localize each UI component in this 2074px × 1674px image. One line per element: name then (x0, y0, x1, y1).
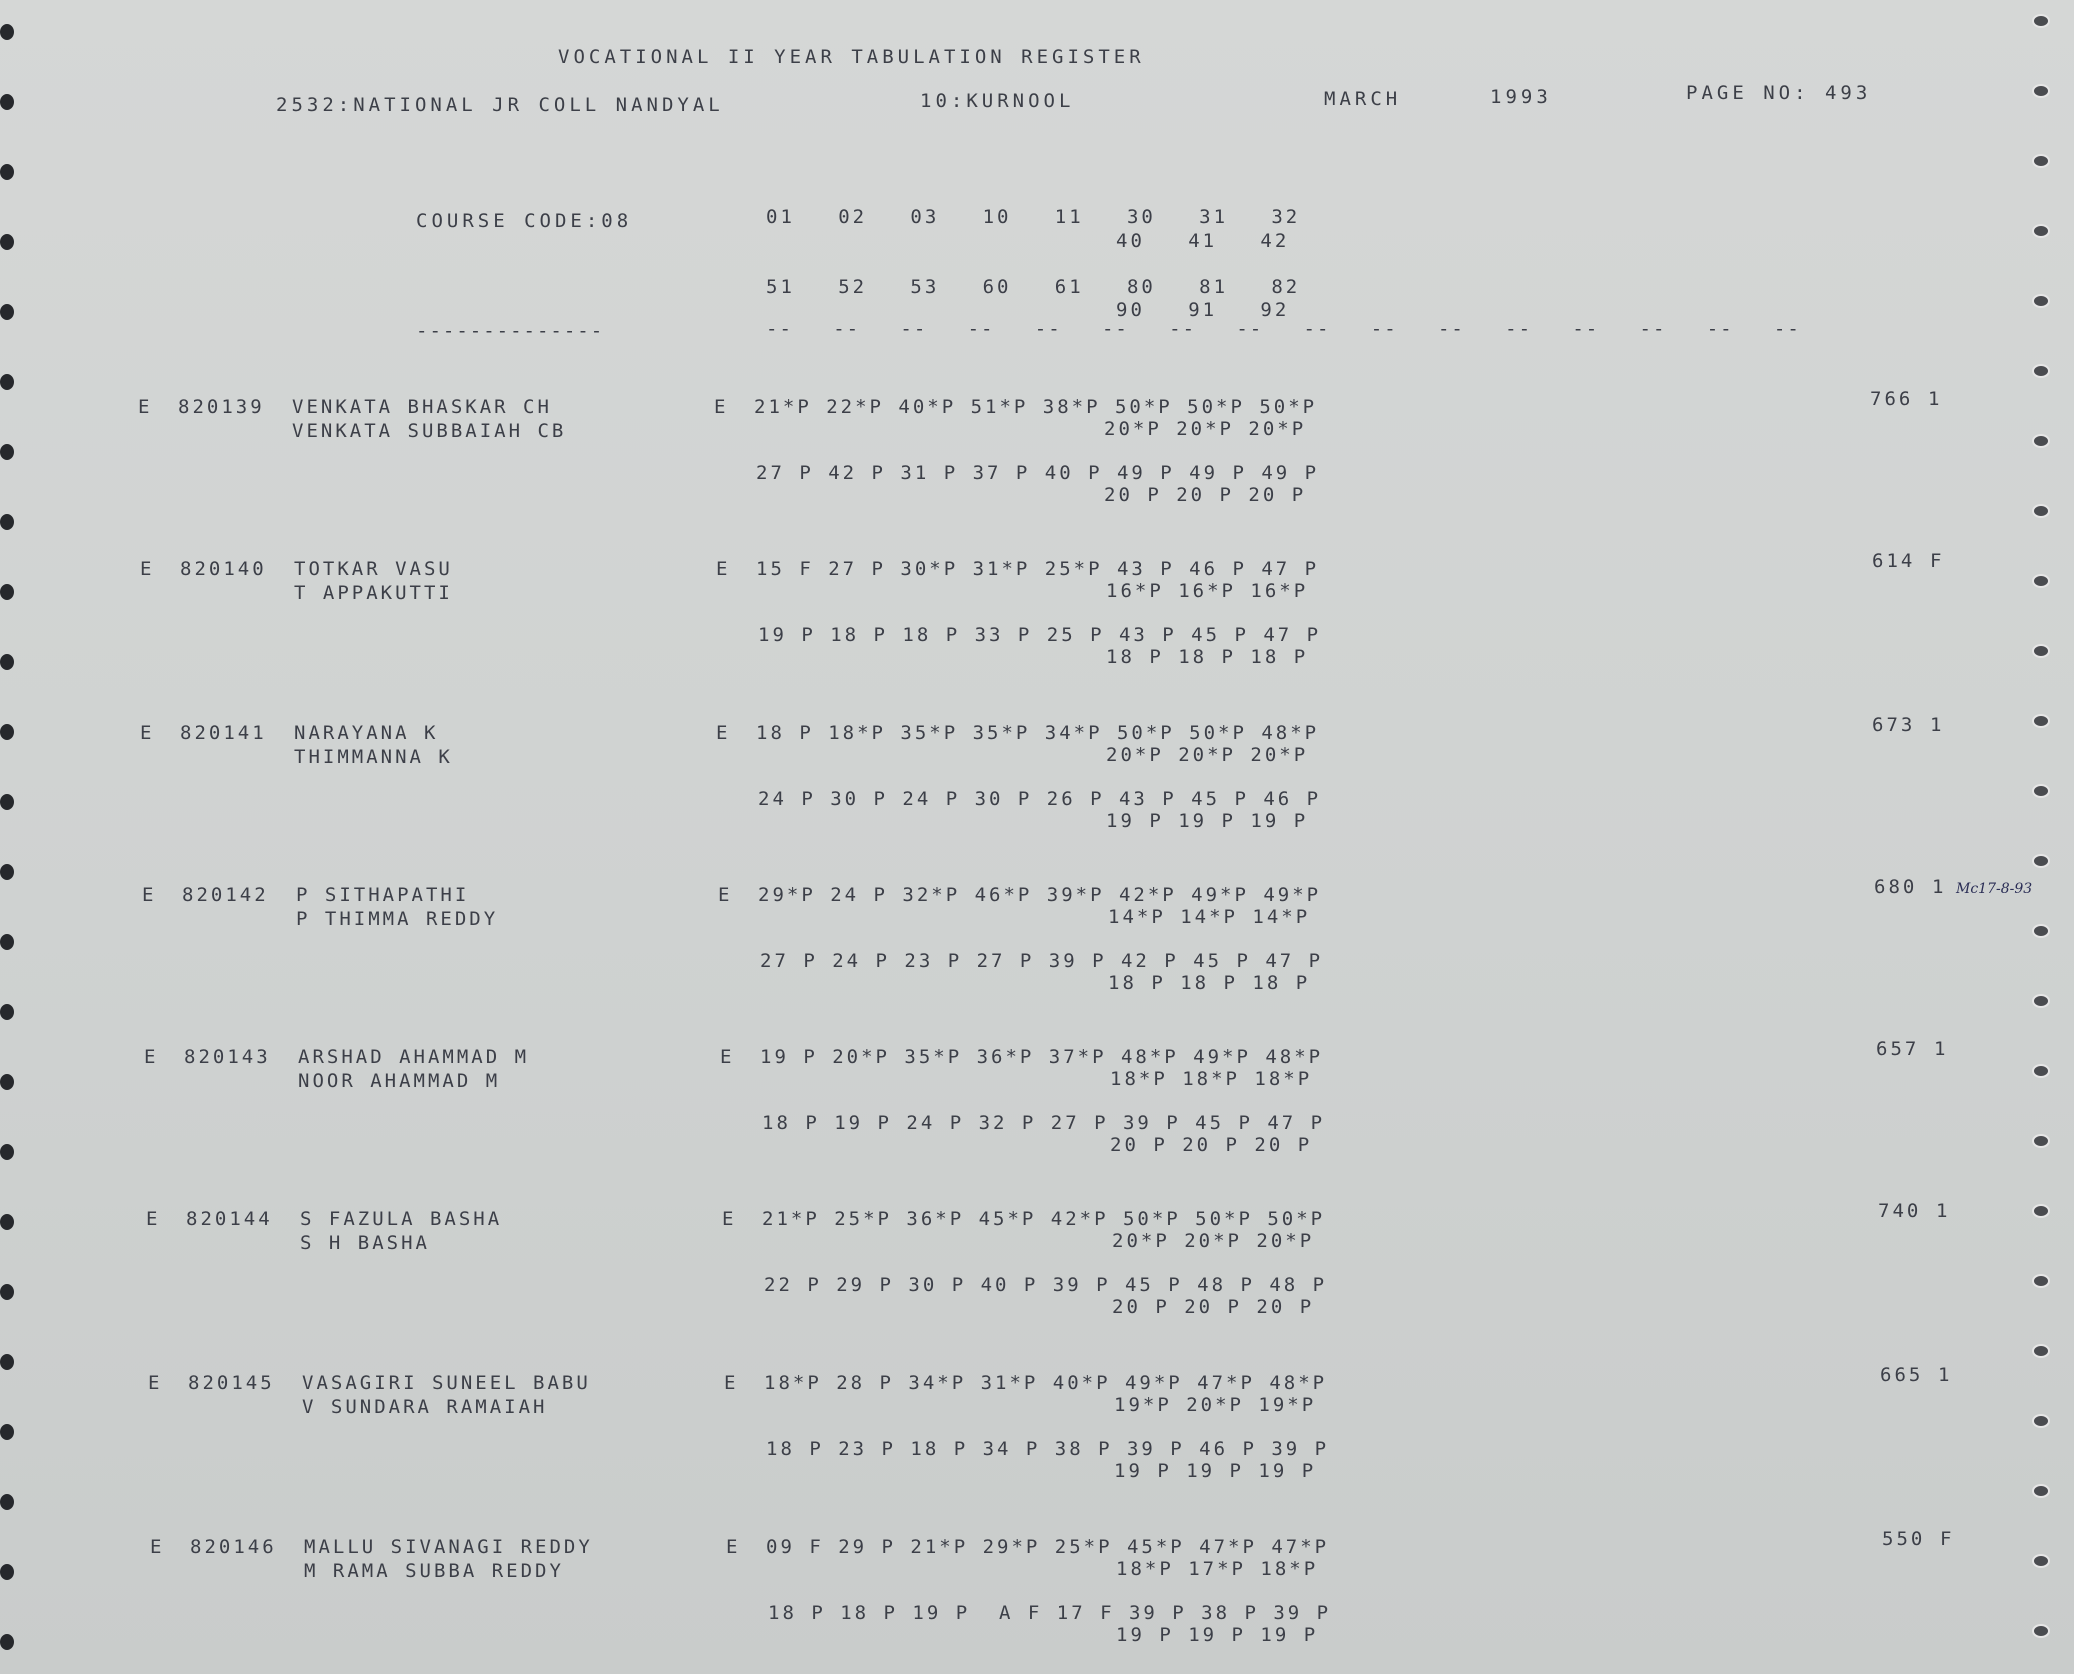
result-code: F (1930, 550, 1945, 572)
marks-row2b: 18 P 18 P 18 P (1106, 646, 1309, 668)
total-marks: 614 (1872, 550, 1916, 572)
marks-row1b: 14*P 14*P 14*P (1108, 906, 1311, 928)
left-tractor-feed (0, 0, 30, 1674)
total-marks: 740 (1878, 1200, 1922, 1222)
marks-row1b: 20*P 20*P 20*P (1104, 418, 1307, 440)
result-code: 1 (1938, 1364, 1953, 1386)
marks-row2b: 20 P 20 P 20 P (1104, 484, 1307, 506)
hall-ticket-number: 820146 (190, 1536, 277, 1558)
page-number: PAGE NO: 493 (1686, 82, 1872, 104)
marks-row1: 15 F 27 P 30*P 31*P 25*P 43 P 46 P 47 P (756, 558, 1320, 580)
exam-year: 1993 (1490, 86, 1552, 108)
student-name: P SITHAPATHI (296, 884, 470, 906)
hall-ticket-number: 820139 (178, 396, 265, 418)
feed-hole (2032, 14, 2050, 28)
feed-hole (2032, 1414, 2050, 1428)
feed-hole (0, 304, 14, 320)
feed-hole (0, 1494, 14, 1510)
father-name: T APPAKUTTI (294, 582, 453, 604)
category-code: E (726, 1536, 741, 1558)
feed-hole (2032, 154, 2050, 168)
total-marks: 766 (1870, 388, 1914, 410)
feed-hole (2032, 224, 2050, 238)
feed-hole (2032, 1554, 2050, 1568)
hall-ticket-number: 820144 (186, 1208, 273, 1230)
feed-hole (0, 864, 14, 880)
feed-hole (2032, 784, 2050, 798)
feed-hole (2032, 1064, 2050, 1078)
course-code: COURSE CODE:08 (416, 210, 633, 232)
marks-row1: 19 P 20*P 35*P 36*P 37*P 48*P 49*P 48*P (760, 1046, 1324, 1068)
category-code: E (722, 1208, 737, 1230)
feed-hole (2032, 1484, 2050, 1498)
marks-row1: 29*P 24 P 32*P 46*P 39*P 42*P 49*P 49*P (758, 884, 1322, 906)
feed-hole (0, 1424, 14, 1440)
right-tractor-feed (2024, 0, 2054, 1674)
feed-hole (2032, 714, 2050, 728)
result-code: 1 (1928, 388, 1943, 410)
feed-hole (0, 444, 14, 460)
father-name: P THIMMA REDDY (296, 908, 499, 930)
feed-hole (2032, 574, 2050, 588)
feed-hole (2032, 854, 2050, 868)
student-name: VASAGIRI SUNEEL BABU (302, 1372, 591, 1394)
feed-hole (2032, 1624, 2050, 1638)
marks-row1b: 18*P 17*P 18*P (1116, 1558, 1319, 1580)
student-name: VENKATA BHASKAR CH (292, 396, 552, 418)
hall-ticket-number: 820143 (184, 1046, 271, 1068)
hall-ticket-number: 820141 (180, 722, 267, 744)
category-code: E (716, 558, 731, 580)
feed-hole (2032, 1344, 2050, 1358)
subject-codes-row1: 01 02 03 10 11 30 31 32 (766, 206, 1301, 228)
marks-row2b: 20 P 20 P 20 P (1112, 1296, 1315, 1318)
marks-row1b: 16*P 16*P 16*P (1106, 580, 1309, 602)
marks-row2: 18 P 19 P 24 P 32 P 27 P 39 P 45 P 47 P (762, 1112, 1326, 1134)
feed-hole (2032, 1204, 2050, 1218)
feed-hole (0, 1284, 14, 1300)
category-code: E (724, 1372, 739, 1394)
feed-hole (0, 1634, 14, 1650)
feed-hole (2032, 364, 2050, 378)
feed-hole (0, 934, 14, 950)
father-name: THIMMANNA K (294, 746, 453, 768)
exam-month: MARCH (1324, 88, 1402, 110)
marks-row2: 22 P 29 P 30 P 40 P 39 P 45 P 48 P 48 P (764, 1274, 1328, 1296)
student-name: S FAZULA BASHA (300, 1208, 503, 1230)
column-dashes: -- -- -- -- -- -- -- -- -- -- -- -- -- -- -- -- (766, 318, 1801, 340)
feed-hole (2032, 1134, 2050, 1148)
total-marks: 657 (1876, 1038, 1920, 1060)
marks-row1b: 18*P 18*P 18*P (1110, 1068, 1313, 1090)
hall-ticket-number: 820142 (182, 884, 269, 906)
feed-hole (0, 514, 14, 530)
father-name: V SUNDARA RAMAIAH (302, 1396, 548, 1418)
subject-codes-row2: 51 52 53 60 61 80 81 82 (766, 276, 1301, 298)
student-name: NARAYANA K (294, 722, 439, 744)
hall-ticket-number: 820140 (180, 558, 267, 580)
father-name: NOOR AHAMMAD M (298, 1070, 501, 1092)
exam-type: E (150, 1536, 165, 1558)
result-code: 1 (1932, 876, 1947, 898)
subject-codes-row1b: 40 41 42 (1116, 230, 1290, 252)
feed-hole (0, 24, 14, 40)
feed-hole (0, 724, 14, 740)
father-name: M RAMA SUBBA REDDY (304, 1560, 564, 1582)
student-name: ARSHAD AHAMMAD M (298, 1046, 530, 1068)
category-code: E (718, 884, 733, 906)
total-marks: 665 (1880, 1364, 1924, 1386)
feed-hole (0, 1214, 14, 1230)
feed-hole (2032, 294, 2050, 308)
marks-row2: 18 P 18 P 19 P A F 17 F 39 P 38 P 39 P (768, 1602, 1332, 1624)
feed-hole (0, 164, 14, 180)
feed-hole (2032, 504, 2050, 518)
category-code: E (716, 722, 731, 744)
marks-row1: 09 F 29 P 21*P 29*P 25*P 45*P 47*P 47*P (766, 1536, 1330, 1558)
father-name: S H BASHA (300, 1232, 430, 1254)
feed-hole (0, 1354, 14, 1370)
college-code: 2532:NATIONAL JR COLL NANDYAL (276, 94, 724, 116)
exam-type: E (148, 1372, 163, 1394)
result-code: 1 (1934, 1038, 1949, 1060)
feed-hole (2032, 434, 2050, 448)
marks-row2b: 18 P 18 P 18 P (1108, 972, 1311, 994)
marks-row2: 18 P 23 P 18 P 34 P 38 P 39 P 46 P 39 P (766, 1438, 1330, 1460)
hall-ticket-number: 820145 (188, 1372, 275, 1394)
marks-row1: 21*P 22*P 40*P 51*P 38*P 50*P 50*P 50*P (754, 396, 1318, 418)
category-code: E (714, 396, 729, 418)
marks-row1: 21*P 25*P 36*P 45*P 42*P 50*P 50*P 50*P (762, 1208, 1326, 1230)
feed-hole (2032, 84, 2050, 98)
register-title: VOCATIONAL II YEAR TABULATION REGISTER (558, 46, 1145, 68)
feed-hole (0, 374, 14, 390)
student-name: TOTKAR VASU (294, 558, 453, 580)
feed-hole (0, 584, 14, 600)
feed-hole (0, 94, 14, 110)
marks-row1: 18*P 28 P 34*P 31*P 40*P 49*P 47*P 48*P (764, 1372, 1328, 1394)
feed-hole (2032, 1274, 2050, 1288)
total-marks: 680 (1874, 876, 1918, 898)
feed-hole (2032, 924, 2050, 938)
feed-hole (0, 1144, 14, 1160)
feed-hole (0, 1004, 14, 1020)
feed-hole (0, 654, 14, 670)
marks-row2: 27 P 42 P 31 P 37 P 40 P 49 P 49 P 49 P (756, 462, 1320, 484)
feed-hole (0, 794, 14, 810)
course-underline: -------------- (416, 320, 605, 342)
marks-row1b: 20*P 20*P 20*P (1112, 1230, 1315, 1252)
category-code: E (720, 1046, 735, 1068)
subject-codes-row2b: 90 91 92 (1116, 299, 1290, 321)
marks-row2b: 19 P 19 P 19 P (1106, 810, 1309, 832)
marks-row1b: 20*P 20*P 20*P (1106, 744, 1309, 766)
feed-hole (0, 1564, 14, 1580)
marks-row1: 18 P 18*P 35*P 35*P 34*P 50*P 50*P 48*P (756, 722, 1320, 744)
exam-type: E (142, 884, 157, 906)
feed-hole (0, 1074, 14, 1090)
marks-row1b: 19*P 20*P 19*P (1114, 1394, 1317, 1416)
marks-row2b: 19 P 19 P 19 P (1114, 1460, 1317, 1482)
marks-row2b: 20 P 20 P 20 P (1110, 1134, 1313, 1156)
result-code: 1 (1930, 714, 1945, 736)
exam-type: E (146, 1208, 161, 1230)
result-code: 1 (1936, 1200, 1951, 1222)
student-name: MALLU SIVANAGI REDDY (304, 1536, 593, 1558)
feed-hole (0, 234, 14, 250)
exam-type: E (140, 558, 155, 580)
district-code: 10:KURNOOL (920, 90, 1075, 112)
exam-type: E (144, 1046, 159, 1068)
result-code: F (1940, 1528, 1955, 1550)
total-marks: 550 (1882, 1528, 1926, 1550)
feed-hole (2032, 644, 2050, 658)
marks-row2b: 19 P 19 P 19 P (1116, 1624, 1319, 1646)
handwritten-note: Mc17-8-93 (1956, 881, 2033, 897)
marks-row2: 24 P 30 P 24 P 30 P 26 P 43 P 45 P 46 P (758, 788, 1322, 810)
feed-hole (2032, 994, 2050, 1008)
exam-type: E (138, 396, 153, 418)
total-marks: 673 (1872, 714, 1916, 736)
marks-row2: 19 P 18 P 18 P 33 P 25 P 43 P 45 P 47 P (758, 624, 1322, 646)
marks-row2: 27 P 24 P 23 P 27 P 39 P 42 P 45 P 47 P (760, 950, 1324, 972)
exam-type: E (140, 722, 155, 744)
father-name: VENKATA SUBBAIAH CB (292, 420, 567, 442)
